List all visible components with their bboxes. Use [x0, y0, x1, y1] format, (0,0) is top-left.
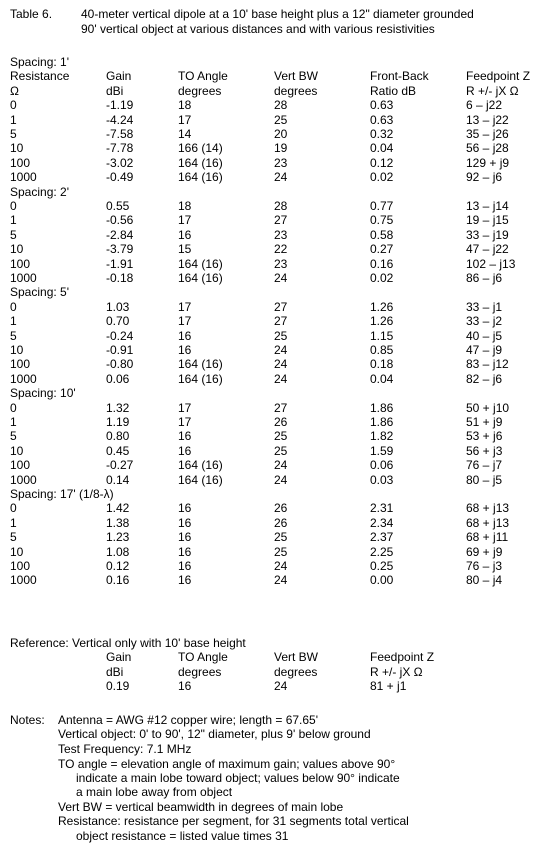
table-row	[10, 415, 550, 429]
table-cell: 0.16	[370, 257, 394, 271]
table-cell: 23	[274, 257, 288, 271]
table-cell: 1	[10, 113, 17, 127]
table-cell: 100	[10, 357, 31, 371]
table-cell: 0.00	[370, 573, 394, 587]
table-cell: 0	[10, 501, 17, 515]
table-cell: 10	[10, 242, 24, 256]
note-line: Resistance: resistance per segment, for 31 segments total vertical	[58, 814, 409, 828]
column-header: Vert BW	[274, 69, 319, 83]
table-cell: 1.59	[370, 444, 394, 458]
table-cell: 24	[274, 343, 288, 357]
table-cell: 28	[274, 98, 288, 112]
spacing-label: Spacing: 5'	[10, 285, 69, 299]
table-cell: 0	[10, 300, 17, 314]
note-line: Antenna = AWG #12 copper wire; length = 67.65'	[58, 713, 319, 727]
table-cell: -2.84	[106, 228, 134, 242]
note-line: indicate a main lobe toward object; values below 90° indicate	[76, 771, 400, 785]
table-cell: -0.24	[106, 329, 134, 343]
table-cell: 24	[274, 271, 288, 285]
table-row	[10, 156, 550, 170]
note-line: a main lobe away from object	[76, 785, 233, 799]
table-cell: 0.85	[370, 343, 394, 357]
table-cell: 19	[274, 141, 288, 155]
spacing-label: Spacing: 1'	[10, 55, 69, 69]
table-cell: 129 + j9	[466, 156, 510, 170]
table-cell: 100	[10, 559, 31, 573]
table-cell: 23	[274, 228, 288, 242]
table-row	[10, 516, 550, 530]
table-cell: 0.03	[370, 473, 394, 487]
table-cell: 33 – j2	[466, 314, 503, 328]
table-cell: 1.23	[106, 530, 130, 544]
table-cell: 5	[10, 228, 17, 242]
table-row	[10, 213, 550, 227]
column-header: Front-Back	[370, 69, 429, 83]
table-cell: 17	[178, 415, 192, 429]
table-row	[10, 343, 550, 357]
column-header-row-2	[10, 84, 550, 98]
table-cell: 33 – j19	[466, 228, 509, 242]
table-cell: 0.16	[106, 573, 130, 587]
table-row	[10, 559, 550, 573]
table-cell: 0.27	[370, 242, 394, 256]
note-line: Test Frequency: 7.1 MHz	[58, 742, 192, 756]
table-cell: 100	[10, 458, 31, 472]
table-row	[10, 357, 550, 371]
table-cell: 1	[10, 516, 17, 530]
table-cell: 166 (14)	[178, 141, 223, 155]
spacing-heading	[10, 55, 550, 69]
table-cell: 0.77	[370, 199, 394, 213]
table-cell: 27	[274, 314, 288, 328]
table-cell: 164 (16)	[178, 156, 223, 170]
table-cell: 1.42	[106, 501, 130, 515]
table-cell: 0.25	[370, 559, 394, 573]
table-cell: 0.80	[106, 429, 130, 443]
table-cell: 0.14	[106, 473, 130, 487]
table-row	[10, 401, 550, 415]
table-cell: 164 (16)	[178, 458, 223, 472]
table-row	[10, 141, 550, 155]
table-cell: 1.26	[370, 300, 394, 314]
table-cell: 16	[178, 228, 192, 242]
column-unit: degrees	[178, 84, 222, 98]
table-cell: -0.49	[106, 170, 134, 184]
table-cell: 23	[274, 156, 288, 170]
spacing-label: Spacing: 2'	[10, 185, 69, 199]
reference-heading: Reference: Vertical only with 10' base height	[10, 636, 246, 650]
table-cell: 18	[178, 199, 192, 213]
table-row	[10, 199, 550, 213]
table-cell: 1	[10, 213, 17, 227]
table-cell: 24	[274, 372, 288, 386]
table-cell: 0.04	[370, 372, 394, 386]
table-cell: 27	[274, 401, 288, 415]
table-cell: 27	[274, 300, 288, 314]
table-cell: 83 – j12	[466, 357, 509, 371]
table-cell: 0.70	[106, 314, 130, 328]
table-cell: 16	[178, 516, 192, 530]
table-cell: 1.38	[106, 516, 130, 530]
table-cell: 164 (16)	[178, 170, 223, 184]
table-cell: 1000	[10, 372, 37, 386]
table-cell: 17	[178, 300, 192, 314]
table-cell: 0.06	[106, 372, 130, 386]
table-cell: 17	[178, 213, 192, 227]
table-row	[10, 314, 550, 328]
table-cell: 68 + j13	[466, 501, 510, 515]
table-cell: 10	[10, 444, 24, 458]
table-cell: 5	[10, 127, 17, 141]
spacing-label: Spacing: 17' (1/8-λ)	[10, 487, 114, 501]
table-cell: 164 (16)	[178, 257, 223, 271]
table-number: Table 6.	[10, 7, 53, 21]
table-cell: 25	[274, 329, 288, 343]
table-cell: -1.91	[106, 257, 134, 271]
table-cell: 80 – j5	[466, 473, 503, 487]
reference-values-row	[10, 679, 550, 693]
table-cell: 0.58	[370, 228, 394, 242]
table-cell: 16	[178, 573, 192, 587]
table-cell: 0.45	[106, 444, 130, 458]
table-cell: 13 – j22	[466, 113, 509, 127]
table-cell: 27	[274, 213, 288, 227]
table-row	[10, 329, 550, 343]
reference-header-row-2	[10, 665, 550, 679]
table-cell: 1000	[10, 473, 37, 487]
table-cell: 80 – j4	[466, 573, 503, 587]
table-cell: 164 (16)	[178, 271, 223, 285]
table-cell: 1.86	[370, 415, 394, 429]
table-cell: 76 – j7	[466, 458, 503, 472]
table-cell: 16	[178, 530, 192, 544]
table-cell: 26	[274, 501, 288, 515]
table-cell: 5	[10, 429, 17, 443]
table-cell: 2.31	[370, 501, 394, 515]
table-row	[10, 113, 550, 127]
table-row	[10, 242, 550, 256]
table-cell: 0.32	[370, 127, 394, 141]
note-line: TO angle = elevation angle of maximum gain; values above 90°	[58, 757, 396, 771]
table-cell: 1.32	[106, 401, 130, 415]
table-cell: 50 + j10	[466, 401, 510, 415]
table-cell: 17	[178, 314, 192, 328]
column-header-row-1	[10, 69, 550, 83]
table-cell: -3.02	[106, 156, 134, 170]
table-cell: 33 – j1	[466, 300, 503, 314]
table-cell: 1.15	[370, 329, 394, 343]
table-cell: 92 – j6	[466, 170, 503, 184]
table-cell: 24	[274, 559, 288, 573]
table-cell: 16	[178, 559, 192, 573]
table-cell: -3.79	[106, 242, 134, 256]
table-cell: 28	[274, 199, 288, 213]
table-cell: 25	[274, 429, 288, 443]
table-row	[10, 300, 550, 314]
table-cell: 0.02	[370, 170, 394, 184]
table-cell: 2.37	[370, 530, 394, 544]
title-line-2: 90' vertical object at various distances and with various resistivities	[81, 22, 435, 36]
table-cell: 17	[178, 401, 192, 415]
table-cell: 25	[274, 545, 288, 559]
table-cell: 5	[10, 329, 17, 343]
table-cell: 0.06	[370, 458, 394, 472]
table-cell: 13 – j14	[466, 199, 509, 213]
table-row	[10, 257, 550, 271]
table-cell: 0.04	[370, 141, 394, 155]
note-line: Vert BW = vertical beamwidth in degrees of main lobe	[58, 800, 344, 814]
table-cell: 1000	[10, 271, 37, 285]
table-cell: -0.91	[106, 343, 134, 357]
table-cell: 16	[178, 329, 192, 343]
table-cell: 16	[178, 429, 192, 443]
table-cell: 35 – j26	[466, 127, 509, 141]
table-cell: 0	[10, 401, 17, 415]
column-header: Resistance	[10, 69, 70, 83]
reference-value: 16	[178, 679, 192, 693]
reference-header-cell: TO Angle	[178, 650, 228, 664]
table-cell: 25	[274, 530, 288, 544]
table-cell: 0	[10, 199, 17, 213]
column-header: TO Angle	[178, 69, 228, 83]
table-cell: 1.82	[370, 429, 394, 443]
table-cell: 1.19	[106, 415, 130, 429]
reference-header-row-1	[10, 650, 550, 664]
table-cell: 16	[178, 444, 192, 458]
table-cell: -0.56	[106, 213, 134, 227]
table-cell: 2.34	[370, 516, 394, 530]
table-cell: 26	[274, 516, 288, 530]
table-cell: 0.63	[370, 98, 394, 112]
table-cell: 40 – j5	[466, 329, 503, 343]
table-cell: 25	[274, 444, 288, 458]
table-cell: 69 + j9	[466, 545, 503, 559]
table-cell: 20	[274, 127, 288, 141]
table-cell: 56 + j3	[466, 444, 503, 458]
table-cell: 0.75	[370, 213, 394, 227]
note-line: object resistance = listed value times 31	[76, 829, 289, 843]
reference-header-cell: Vert BW	[274, 650, 319, 664]
table-row	[10, 170, 550, 184]
table-cell: 1	[10, 314, 17, 328]
reference-value: 0.19	[106, 679, 130, 693]
table-cell: 68 + j11	[466, 530, 509, 544]
title-line-1: 40-meter vertical dipole at a 10' base height plus a 12" diameter grounded	[81, 7, 474, 21]
table-cell: 16	[178, 343, 192, 357]
table-cell: 24	[274, 357, 288, 371]
table-cell: 1000	[10, 573, 37, 587]
table-cell: 51 + j9	[466, 415, 503, 429]
table-cell: 19 – j15	[466, 213, 509, 227]
table-cell: 6 – j22	[466, 98, 503, 112]
table-cell: 1	[10, 415, 17, 429]
table-cell: -0.80	[106, 357, 134, 371]
spacing-heading	[10, 285, 550, 299]
column-unit: R +/- jX Ω	[466, 84, 519, 98]
table-cell: 2.25	[370, 545, 394, 559]
table-cell: 10	[10, 343, 24, 357]
table-cell: 100	[10, 257, 31, 271]
table-cell: -0.18	[106, 271, 134, 285]
table-cell: 102 – j13	[466, 257, 516, 271]
table-cell: -1.19	[106, 98, 134, 112]
table-row	[10, 444, 550, 458]
table-cell: 56 – j28	[466, 141, 509, 155]
table-cell: 0.63	[370, 113, 394, 127]
table-cell: -4.24	[106, 113, 134, 127]
table-cell: 76 – j3	[466, 559, 503, 573]
table-cell: 24	[274, 473, 288, 487]
spacing-heading	[10, 386, 550, 400]
table-cell: 68 + j13	[466, 516, 510, 530]
reference-value: 81 + j1	[370, 679, 407, 693]
spacing-heading	[10, 185, 550, 199]
table-row	[10, 530, 550, 544]
reference-header-cell: Feedpoint Z	[370, 650, 435, 664]
table-row	[10, 372, 550, 386]
column-header: Gain	[106, 69, 132, 83]
table-cell: 25	[274, 113, 288, 127]
reference-header-cell: Gain	[106, 650, 132, 664]
table-cell: 164 (16)	[178, 357, 223, 371]
table-cell: 86 – j6	[466, 271, 503, 285]
table-cell: 24	[274, 170, 288, 184]
table-row	[10, 127, 550, 141]
column-unit: degrees	[274, 84, 318, 98]
table-cell: 17	[178, 113, 192, 127]
table-cell: 18	[178, 98, 192, 112]
table-cell: -7.78	[106, 141, 134, 155]
table-cell: 53 + j6	[466, 429, 503, 443]
table-row	[10, 429, 550, 443]
table-cell: 0.55	[106, 199, 130, 213]
table-cell: 47 – j9	[466, 343, 503, 357]
table-cell: 1.26	[370, 314, 394, 328]
table-cell: 1000	[10, 170, 37, 184]
table-cell: -7.58	[106, 127, 134, 141]
table-cell: 164 (16)	[178, 473, 223, 487]
table-cell: 1.86	[370, 401, 394, 415]
table-row	[10, 473, 550, 487]
table-cell: 24	[274, 458, 288, 472]
table-cell: 1.08	[106, 545, 130, 559]
table-cell: 26	[274, 415, 288, 429]
table-cell: 5	[10, 530, 17, 544]
notes-label: Notes:	[10, 713, 45, 727]
table-cell: 0	[10, 98, 17, 112]
table-cell: 1.03	[106, 300, 130, 314]
reference-header-cell: dBi	[106, 665, 124, 679]
table-cell: 0.12	[106, 559, 130, 573]
table-row	[10, 501, 550, 515]
table-cell: 0.18	[370, 357, 394, 371]
reference-header-cell: R +/- jX Ω	[370, 665, 423, 679]
table-cell: 164 (16)	[178, 372, 223, 386]
reference-header-cell: degrees	[178, 665, 222, 679]
table-cell: 24	[274, 573, 288, 587]
table-row	[10, 545, 550, 559]
note-line: Vertical object: 0' to 90', 12" diameter, plus 9' below ground	[58, 727, 371, 741]
table-row	[10, 458, 550, 472]
table-cell: -0.27	[106, 458, 134, 472]
table-cell: 0.02	[370, 271, 394, 285]
reference-header-cell: degrees	[274, 665, 318, 679]
table-cell: 0.12	[370, 156, 394, 170]
table-cell: 15	[178, 242, 192, 256]
table-cell: 22	[274, 242, 288, 256]
table-cell: 10	[10, 545, 24, 559]
table-row	[10, 271, 550, 285]
table-row	[10, 98, 550, 112]
table-cell: 10	[10, 141, 24, 155]
column-unit: Ω	[10, 84, 19, 98]
table-row	[10, 228, 550, 242]
spacing-heading	[10, 487, 550, 501]
column-unit: dBi	[106, 84, 124, 98]
table-cell: 16	[178, 545, 192, 559]
column-header: Feedpoint Z	[466, 69, 531, 83]
table-cell: 47 – j22	[466, 242, 509, 256]
table-row	[10, 573, 550, 587]
table-cell: 16	[178, 501, 192, 515]
table-cell: 82 – j6	[466, 372, 503, 386]
table-cell: 100	[10, 156, 31, 170]
table-cell: 14	[178, 127, 192, 141]
spacing-label: Spacing: 10'	[10, 386, 76, 400]
reference-value: 24	[274, 679, 288, 693]
column-unit: Ratio dB	[370, 84, 417, 98]
